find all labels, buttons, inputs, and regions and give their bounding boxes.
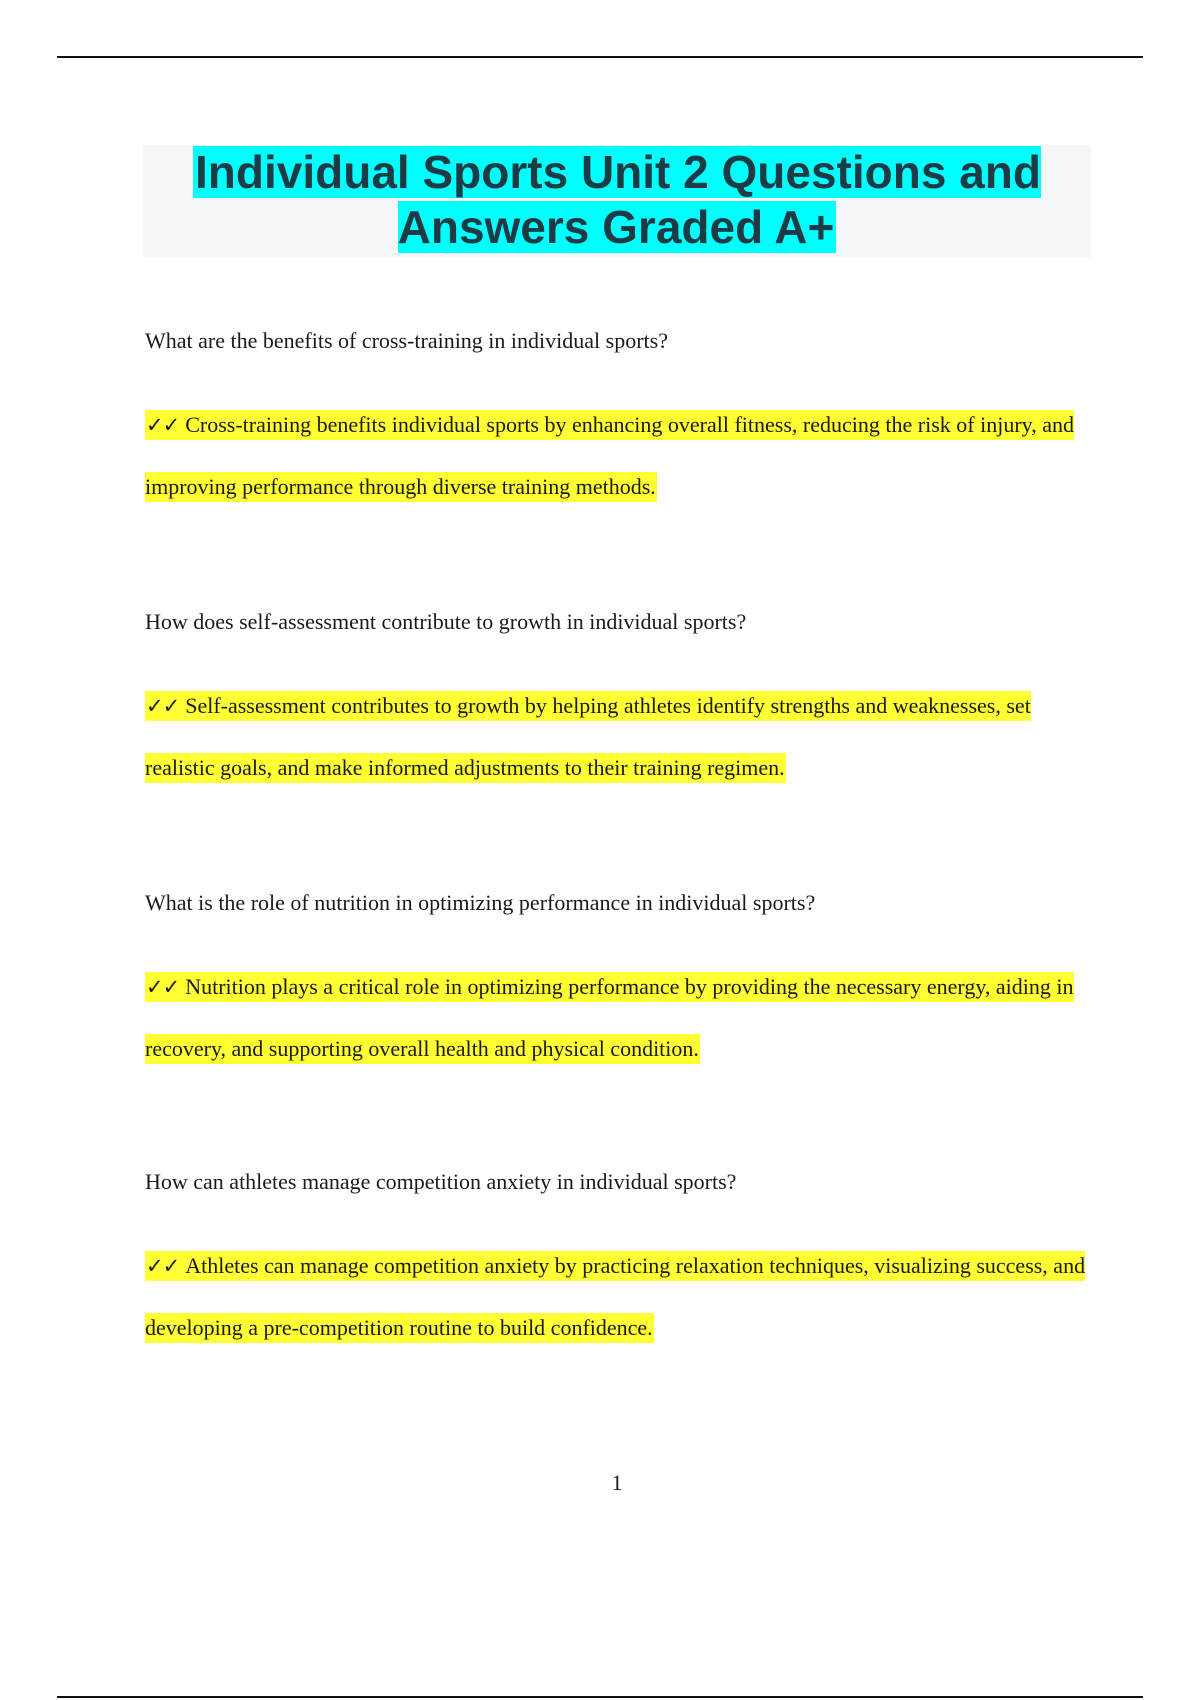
answer-text: Nutrition plays a critical role in optimizing performance by providing the necessary energy, aiding in recovery, and supporting overall health and physical condition. xyxy=(145,974,1074,1061)
title-block xyxy=(143,145,1091,257)
question-text: How can athletes manage competition anxiety in individual sports? xyxy=(145,1169,737,1194)
double-check-icon: ✓✓ xyxy=(146,1254,180,1278)
question-text: What are the benefits of cross-training in individual sports? xyxy=(145,328,668,353)
qa-item xyxy=(145,888,1095,1079)
footer-rule xyxy=(57,1696,1143,1698)
answer-text: Self-assessment contributes to growth by helping athletes identify strengths and weaknesses, set realistic goals, and make informed adjustments to their training regimen. xyxy=(145,693,1031,780)
qa-item xyxy=(145,1167,1095,1358)
answer-block xyxy=(145,1235,1095,1358)
answer-highlight xyxy=(145,972,1074,1064)
answer-highlight xyxy=(145,1251,1085,1343)
answer-text: Athletes can manage competition anxiety by practicing relaxation techniques, visualizing success, and developing a pre-competition routine to build confidence. xyxy=(145,1253,1086,1340)
qa-item xyxy=(145,326,1095,517)
answer-highlight xyxy=(145,410,1074,502)
answer-block xyxy=(145,675,1095,798)
double-check-icon: ✓✓ xyxy=(146,694,180,718)
answer-block xyxy=(145,394,1095,517)
answer-highlight xyxy=(145,691,1031,783)
document-title: Individual Sports Unit 2 Questions and Answers Graded A+ xyxy=(195,146,1041,253)
question-text: What is the role of nutrition in optimizing performance in individual sports? xyxy=(145,890,816,915)
double-check-icon: ✓✓ xyxy=(146,413,180,437)
answer-block xyxy=(145,956,1095,1079)
question-text: How does self-assessment contribute to growth in individual sports? xyxy=(145,609,747,634)
header-rule xyxy=(57,56,1143,58)
double-check-icon: ✓✓ xyxy=(146,975,180,999)
answer-text: Cross-training benefits individual sports by enhancing overall fitness, reducing the risk of injury, and improving performance through diverse training methods. xyxy=(145,412,1074,499)
qa-item xyxy=(145,607,1095,798)
page-number: 1 xyxy=(611,1470,623,1495)
